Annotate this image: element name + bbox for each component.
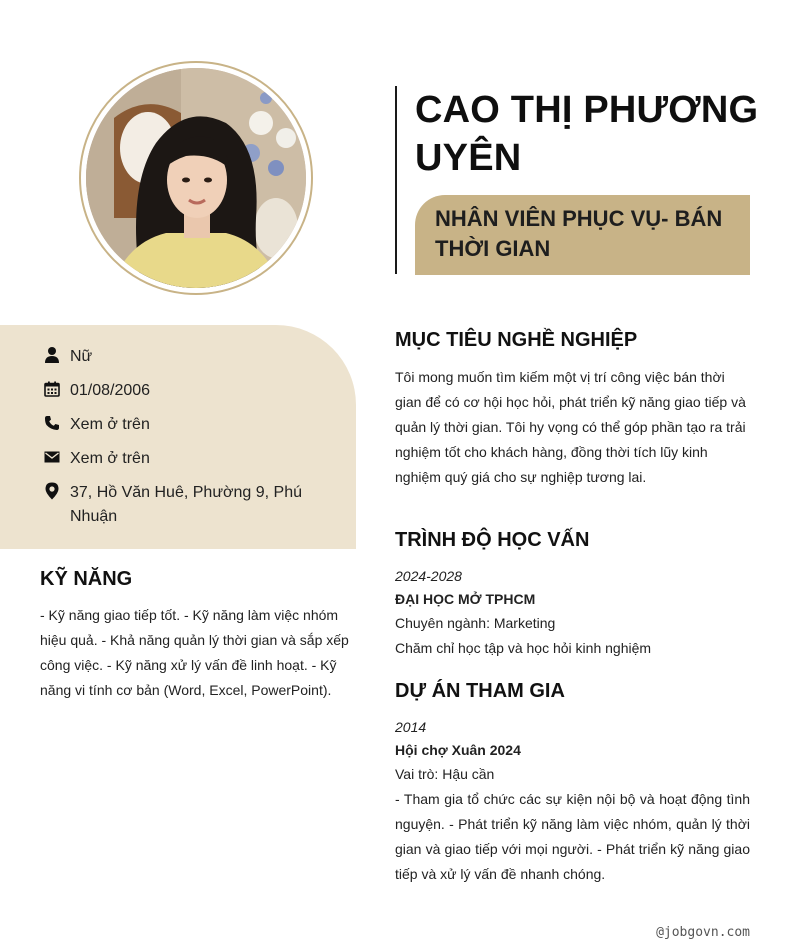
job-title-badge: NHÂN VIÊN PHỤC VỤ- BÁN THỜI GIAN <box>415 195 750 275</box>
objective-text: Tôi mong muốn tìm kiếm một vị trí công việc bán thời gian để có cơ hội học hỏi, phát triển kỹ năng giao tiếp và quản lý thời gian. Tôi hy vọng có thể góp phần tạo ra trải nghiệm tốt cho khách hàng, đồng thời tích lũy kinh nghiệm quý giá cho sự nghiệp tương lai. <box>395 369 746 485</box>
education-period: 2024-2028 <box>395 568 462 584</box>
contact-phone <box>40 413 320 437</box>
address-value: 37, Hồ Văn Huê, Phường 9, Phú Nhuận <box>70 484 303 525</box>
education-major: Chuyên ngành: Marketing <box>395 615 556 631</box>
name-divider <box>395 86 397 274</box>
contact-email <box>40 447 320 471</box>
project-description: - Tham gia tổ chức các sự kiện nội bộ và hoạt động tình nguyện. - Phát triển kỹ năng làm việc nhóm, quản lý thời gian và giao tiếp với mọi người. - Phát triển kỹ năng giao tiếp và xử lý vấn đề nhanh chóng. <box>395 791 750 882</box>
location-pin-icon <box>40 479 64 503</box>
contact-gender <box>40 345 320 369</box>
objective-heading: MỤC TIÊU NGHỀ NGHIỆP <box>395 329 638 351</box>
avatar-frame <box>79 61 313 295</box>
email-value: Xem ở trên <box>70 450 150 467</box>
education-school: ĐẠI HỌC MỞ TPHCM <box>395 591 536 607</box>
mail-icon <box>40 445 64 469</box>
footer-brand: @jobgovn.com <box>656 925 750 940</box>
skills-text: - Kỹ năng giao tiếp tốt. - Kỹ năng làm việc nhóm hiệu quả. - Khả năng quản lý thời gian và sắp xếp công việc. - Kỹ năng xử lý vấn đề linh hoạt. - Kỹ năng vi tính cơ bản (Word, Excel, PowerPoint). <box>40 607 349 698</box>
contact-address <box>40 481 320 529</box>
gender-value: Nữ <box>70 348 93 365</box>
contact-birthdate <box>40 379 320 403</box>
project-year: 2014 <box>395 719 427 735</box>
avatar <box>86 68 306 288</box>
project-name: Hội chợ Xuân 2024 <box>395 742 521 758</box>
education-note: Chăm chỉ học tập và học hỏi kinh nghiệm <box>395 640 652 656</box>
birthdate-value: 01/08/2006 <box>70 382 151 399</box>
education-heading: TRÌNH ĐỘ HỌC VẤN <box>395 529 590 551</box>
candidate-name: CAO THỊ PHƯƠNG UYÊN <box>415 89 759 179</box>
skills-heading: KỸ NĂNG <box>40 568 133 590</box>
phone-value: Xem ở trên <box>70 416 150 433</box>
project-role: Vai trò: Hậu cần <box>395 766 495 782</box>
person-icon <box>40 343 64 367</box>
projects-heading: DỰ ÁN THAM GIA <box>395 680 565 702</box>
contact-panel <box>0 325 356 549</box>
phone-icon <box>40 411 64 435</box>
calendar-icon <box>40 377 64 401</box>
